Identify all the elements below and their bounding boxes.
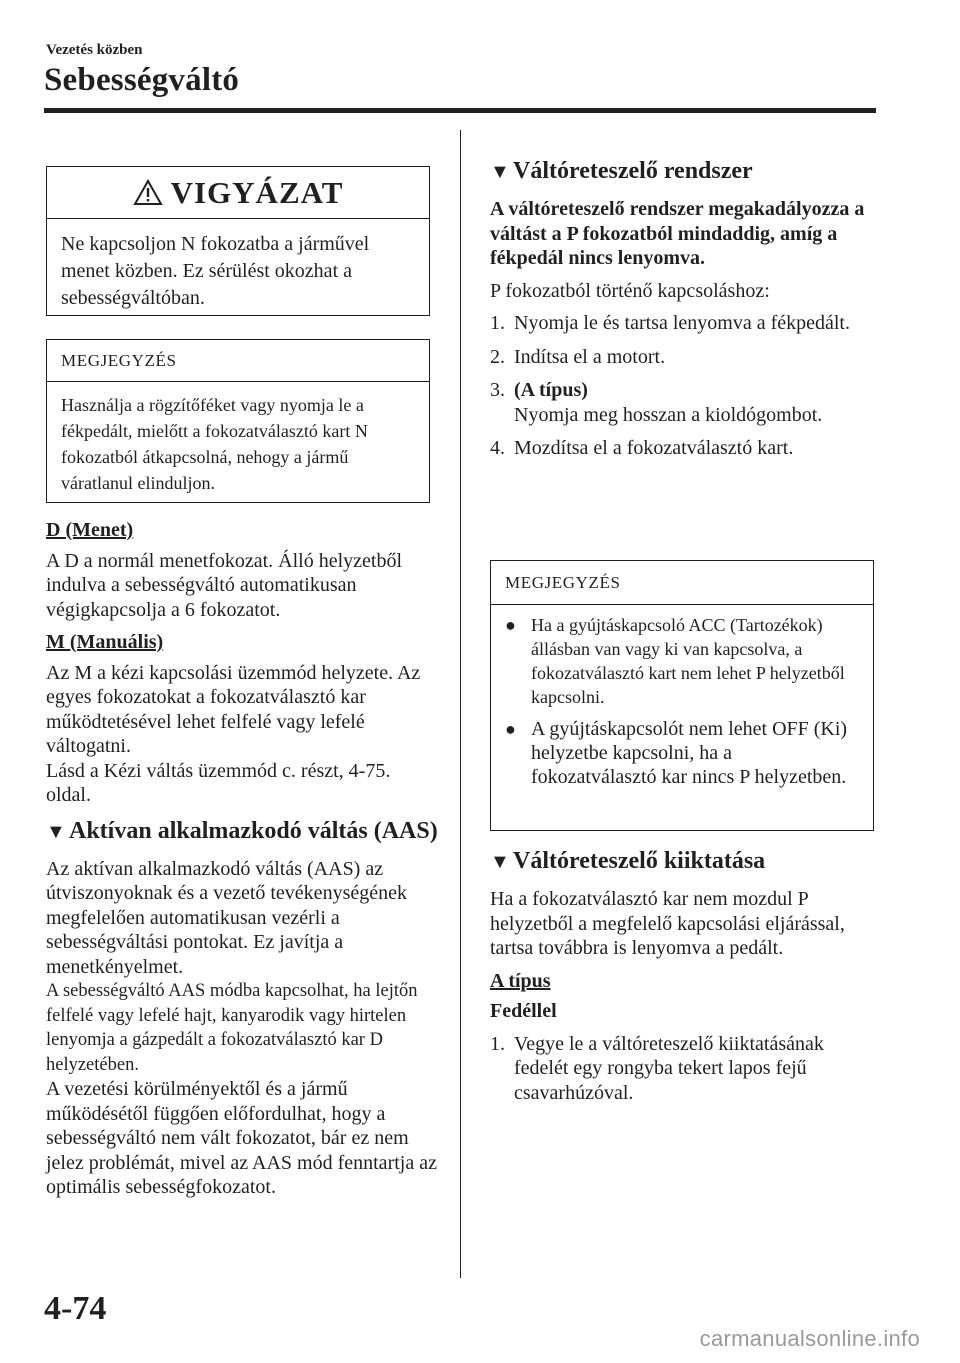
note-title: MEGJEGYZÉS: [505, 572, 621, 592]
m-mode-text: Az M a kézi kapcsolási üzemmód helyzete. Az egyes fokozatokat a fokozatválasztó kar működtetésével lehet felfelé vagy lefelé váltogatni.: [46, 661, 421, 757]
caution-box: [46, 166, 430, 316]
note-box-right: [490, 560, 874, 831]
aas-heading: [46, 816, 438, 847]
step-number: 3.: [490, 379, 505, 401]
step-text: Mozdítsa el a fokozatválasztó kart.: [514, 437, 794, 459]
m-mode-reference: Lásd a Kézi váltás üzemmód c. részt, 4-75. oldal.: [46, 759, 391, 806]
caution-text: Ne kapcsoljon N fokozatba a járművel menet közben. Ez sérülést okozhat a sebességváltóban.: [61, 233, 370, 309]
list-item: [490, 311, 878, 336]
section-kicker: Vezetés közben: [46, 42, 143, 58]
step-number: 4.: [490, 437, 505, 459]
aas-text-3: A vezetési körülményektől és a jármű működésétől függően előfordulhat, hogy a sebességváltó nem vált fokozatot, bár ez nem jelez problémát, mivel az AAS mód fenntartja az optimális sebességfokozatot.: [46, 1078, 437, 1198]
warning-triangle-icon: [133, 179, 163, 206]
list-item: [490, 345, 878, 370]
bullet-icon: ●: [505, 615, 516, 635]
triangle-down-icon: ▼: [46, 820, 66, 843]
lock-system-heading: [490, 156, 878, 187]
left-column-body: [46, 518, 438, 1208]
right-column-top: [490, 156, 878, 470]
list-item: [490, 1032, 878, 1106]
note-header: [47, 340, 429, 382]
caution-header: [47, 167, 429, 219]
triangle-down-icon: ▼: [490, 161, 510, 183]
lock-override-heading: [490, 846, 878, 877]
bullet-text: Ha a gyújtáskapcsoló ACC (Tartozékok) állásban van vagy ki van kapcsolva, a fokozatválasztó kart nem lehet P helyzetből kapcsolni.: [531, 615, 845, 707]
lock-system-intro: P fokozatból történő kapcsoláshoz:: [490, 279, 770, 302]
step-text: Vegye le a váltóreteszelő kiiktatásának fedelét egy rongyba tekert lapos fejű csavarhúzóval.: [514, 1032, 824, 1104]
step-label: (A típus): [514, 379, 588, 401]
caution-title: VIGYÁZAT: [170, 174, 344, 210]
step-text: Indítsa el a motort.: [514, 345, 666, 368]
cover-label: Fedéllel: [490, 1000, 557, 1022]
page-title: Sebességváltó: [44, 62, 240, 98]
note-title: MEGJEGYZÉS: [61, 350, 177, 370]
list-item: [490, 436, 878, 461]
d-mode-heading: D (Menet): [46, 519, 134, 541]
note-header: [491, 561, 873, 605]
aas-text-2: A sebességváltó AAS módba kapcsolhat, ha lejtőn felfelé vagy lefelé hajt, kanyarodik vagy hirtelen lenyomja a gázpedált a fokozatválasztó kar D helyzetében.: [46, 981, 418, 1075]
watermark: carmanualsonline.info: [699, 1326, 920, 1351]
note-body: [491, 605, 873, 789]
right-column-bottom: [490, 846, 878, 1114]
step-text: Nyomja meg hosszan a kioldógombot.: [514, 403, 823, 426]
bullet-icon: ●: [505, 719, 516, 739]
lock-system-bold-intro: A váltóreteszelő rendszer megakadályozza a váltást a P fokozatból mindaddig, amíg a fékpedál nincs lenyomva.: [490, 198, 865, 269]
step-body: [514, 378, 822, 427]
list-item: [505, 717, 859, 789]
list-item: [505, 613, 859, 709]
step-number: 1.: [490, 312, 505, 334]
lock-system-heading-text: Váltóreteszelő rendszer: [513, 158, 753, 184]
aas-heading-text: Aktívan alkalmazkodó váltás (AAS): [69, 817, 438, 844]
note-box-left: [46, 339, 430, 503]
step-text: Nyomja le és tartsa lenyomva a fékpedált.: [514, 312, 850, 334]
m-mode-heading: M (Manuális): [46, 631, 164, 653]
list-item: [490, 378, 878, 427]
title-rule: [44, 108, 876, 113]
lock-override-text: Ha a fokozatválasztó kar nem mozdul P helyzetből a megfelelő kapcsolási eljárással, tartsa továbbra is lenyomva a pedált.: [490, 888, 845, 959]
lock-override-heading-text: Váltóreteszelő kiiktatása: [513, 848, 766, 874]
type-heading: A típus: [490, 969, 551, 992]
step-number: 1.: [490, 1032, 505, 1055]
d-mode-text: A D a normál menetfokozat. Álló helyzetből indulva a sebességváltó automatikusan végigkapcsolja a 6 fokozatot.: [46, 549, 403, 621]
step-number: 2.: [490, 345, 505, 368]
column-divider: [460, 130, 461, 1278]
triangle-down-icon: ▼: [490, 851, 510, 873]
aas-text-1: Az aktívan alkalmazkodó váltás (AAS) az útviszonyoknak és a vezető tevékenységének megfelelően automatikusan vezérli a sebességváltási pontokat. Ez javítja a menetkényelmet.: [46, 857, 407, 978]
note-text: Használja a rögzítőféket vagy nyomja le a fékpedált, mielőtt a fokozatválasztó kart N fokozatból átkapcsolná, nehogy a jármű váratlanul elinduljon.: [61, 395, 368, 493]
page-number: 4-74: [44, 1290, 107, 1327]
bullet-text: A gyújtáskapcsolót nem lehet OFF (Ki) helyzetbe kapcsolni, ha a fokozatválasztó kar nincs P helyzetben.: [531, 718, 848, 788]
